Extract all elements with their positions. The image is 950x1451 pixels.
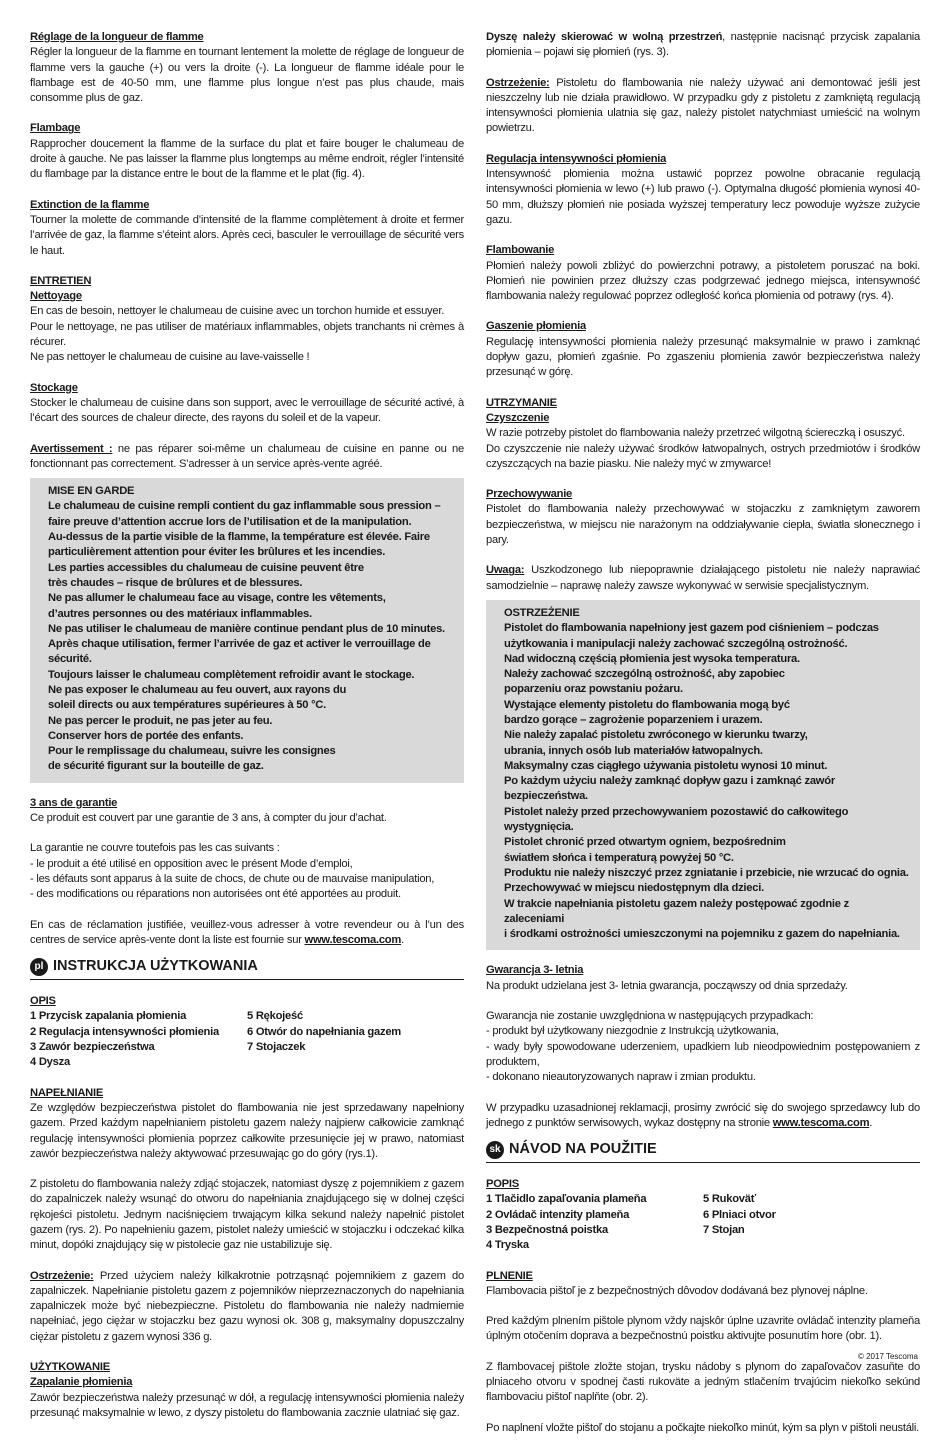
- section-text: Regulację intensywności płomienia należy przesunąć maksymalnie w prawo i zamknąć dopływ gazu, płomień zgaśnie. Po zgaszeniu płomienia zawór bezpieczeństwa należy przesunąć w górę.: [486, 335, 920, 379]
- exclusions-intro: Gwarancja nie zostanie uwzględniona w następujących przypadkach:: [486, 1010, 814, 1023]
- section-heading: Réglage de la longueur de flamme: [30, 31, 204, 43]
- section-heading: UŻYTKOWANIE: [30, 1361, 110, 1374]
- warning-line: Ne pas allumer le chalumeau face au visage, contre les vêtements,: [48, 592, 386, 605]
- pl-flambowanie-section: [486, 243, 920, 304]
- warning-text: Uszkodzonego lub niepoprawnie działającego pistoletu nie należy naprawiać samodzielnie – naprawę należy zawsze wykonywać w serwisie specjalistycznym.: [486, 564, 920, 592]
- section-heading: ENTRETIEN: [30, 274, 92, 287]
- section-text: Pred každým plnením pištole plynom vždy najskôr úplne uzavrite ovládač intenzity plameňa úplným otočením doprava a bezpečnostnú poistku aktivujte posunutím hore (obr. 1).: [486, 1315, 920, 1343]
- section-text: Zawór bezpieczeństwa należy przesunąć w dół, a regulację intensywności płomienia należy przesunąć maksymalnie w lewo, z dyszy pistoletu do flambowania zacznie ulatniać się gaz.: [30, 1391, 464, 1419]
- sk-language-header: [486, 1141, 920, 1163]
- exclusion-item: - les défauts sont apparus à la suite de chocs, de chute ou de mauvaise manipulation,: [30, 872, 435, 885]
- warning-line: Le chalumeau de cuisine rempli contient du gaz inflammable sous pression –: [48, 500, 441, 513]
- section-heading: Regulacja intensywności płomienia: [486, 152, 667, 165]
- fr-claim-text: [30, 918, 464, 949]
- part-item: 1 Przycisk zapalania płomienia: [30, 1010, 187, 1023]
- section-text: Ce produit est couvert par une garantie de 3 ans, à compter du jour d’achat.: [30, 812, 387, 825]
- pl-language-header: [30, 958, 464, 980]
- section-heading: Gaszenie płomienia: [486, 320, 586, 333]
- language-title: NÁVOD NA POUŽITIE: [509, 1141, 657, 1158]
- sk-plnenie-section: [486, 1269, 920, 1300]
- warning-line: i środkami ostrożności umieszczonymi na pojemniku z gazem do napełniania.: [504, 928, 900, 941]
- section-heading: Gwarancja 3- letnia: [486, 964, 584, 977]
- warning-line: Po każdym użyciu należy zamknąć dopływ gazu i zamknąć zawór bezpieczeństwa.: [504, 775, 835, 803]
- section-heading: Flambowanie: [486, 244, 555, 257]
- fr-entretien-section: [30, 274, 464, 366]
- warning-line: użytkowania i manipulacji należy zachować szczególną ostrożność.: [504, 637, 848, 650]
- warning-line: Pistolet chronić przed otwartym ogniem, bezpośrednim: [504, 836, 786, 849]
- section-text: Ze względów bezpieczeństwa pistolet do flambowania nie jest sprzedawany napełniony gazem. Przed każdym napełnianiem pistoletu gazem należy najpierw całkowicie zamknąć regulację intensywności płomienia poprzez całkowite przesunięcie jej w prawo, natomiast zawór bezpieczeństwa należy aktywować przesuwając go do góry (rys.1).: [30, 1101, 464, 1160]
- warning-line: światłem słońca i temperaturą powyżej 50 °C.: [504, 851, 734, 864]
- part-item: 7 Stojaczek: [247, 1041, 306, 1054]
- section-heading: PLNENIE: [486, 1269, 533, 1282]
- left-column: [30, 30, 464, 1436]
- section-line: En cas de besoin, nettoyer le chalumeau de cuisine avec un torchon humide et essuyer.: [30, 305, 445, 318]
- warning-line: Maksymalny czas ciągłego używania pistoletu wynosi 10 minut.: [504, 759, 828, 772]
- exclusion-item: - le produit a été utilisé en opposition avec le présent Mode d’emploi,: [30, 857, 353, 870]
- tescoma-link[interactable]: www.tescoma.com: [304, 933, 402, 946]
- pl-gwarancja-exclusions: [486, 1009, 920, 1085]
- warning-line: W trakcie napełniania pistoletu gazem należy postępować zgodnie z zaleceniami: [504, 897, 849, 925]
- warning-label: Uwaga:: [486, 564, 525, 577]
- warning-line: Toujours laisser le chalumeau complètement refroidir avant le stockage.: [48, 668, 415, 681]
- warning-label: Avertissement :: [30, 442, 113, 455]
- section-text: Flambovacia pištoľ je z bezpečnostných dôvodov dodávaná bez plynovej náplne.: [486, 1284, 868, 1297]
- pl-gaszenie-section: [486, 319, 920, 380]
- sk-plnenie-p4: [486, 1421, 920, 1436]
- warning-line: Nie należy zapalać pistoletu zwróconego w kierunku twarzy,: [504, 729, 808, 742]
- pl-napelnianie-section: [30, 1086, 464, 1162]
- warning-line: Conserver hors de portée des enfants.: [48, 729, 244, 742]
- warning-line: particulièrement attention pour éviter les brûlures et les incendies.: [48, 546, 386, 559]
- section-subheading: Nettoyage: [30, 290, 82, 303]
- parts-list: [30, 1009, 464, 1070]
- sk-plnenie-p3: [486, 1360, 920, 1406]
- warning-text: Pistoletu do flambowania nie należy używać ani demontować jeśli jest nieszczelny lub nie działa prawidłowo. W przypadku gdy z pistoletu z zamkniętą regulacją intensywności płomienia ulatnia się gaz, należy pistolet natychmiast umieścić na wolnym powietrzu.: [486, 76, 920, 135]
- part-item: 1 Tlačidlo zapaľovania plameňa: [486, 1193, 647, 1206]
- fr-flambage-section: [30, 121, 464, 182]
- claim-text: W przypadku uzasadnionej reklamacji, prosimy zwrócić się do swojego sprzedawcy lub do jednego z punktów serwisowych, wykaz dostępny na stronie: [486, 1101, 920, 1129]
- section-heading: 3 ans de garantie: [30, 796, 118, 809]
- section-heading: Flambage: [30, 122, 81, 135]
- pl-gwarancja-section: [486, 963, 920, 994]
- warning-line: Przechowywać w miejscu niedostępnym dla dzieci.: [504, 882, 764, 895]
- pl-napelnianie-p2: [30, 1177, 464, 1253]
- section-line: Pour le nettoyage, ne pas utiliser de matériaux inflammables, objets tranchants ni crèmes à récurer.: [30, 320, 464, 349]
- sk-popis-section: [486, 1177, 920, 1253]
- warning-line: soleil directs ou aux températures supérieures à 50 °C.: [48, 699, 326, 712]
- warning-line: Nad widoczną częścią płomienia jest wysoka temperatura.: [504, 652, 800, 665]
- section-heading: NAPEŁNIANIE: [30, 1086, 104, 1099]
- warning-line: Après chaque utilisation, fermer l’arrivée de gaz et activer le verrouillage de sécurité.: [48, 638, 431, 666]
- warning-line: de sécurité figurant sur la bouteille de gaz.: [48, 760, 264, 773]
- warning-line: d’autres personnes ou des matériaux inflammables.: [48, 607, 312, 620]
- section-line: Do czyszczenie nie należy używać środków łatwopalnych, ostrych przedmiotów i środków czyszczących na bazie piasku. Nie należy myć w zmywarce!: [486, 442, 920, 470]
- claim-end: .: [401, 933, 404, 946]
- warning-text: ne pas réparer soi-même un chalumeau de cuisine en panne ou ne fonctionnant pas correctement. S’adresser à un service après-vente agréé.: [30, 442, 464, 470]
- exclusion-item: - produkt był użytkowany niezgodnie z Instrukcją użytkowania,: [486, 1025, 779, 1038]
- warning-label: Ostrzeżenie:: [486, 76, 550, 89]
- exclusion-item: - des modifications ou réparations non autorisées ont été apportées au produit.: [30, 888, 401, 901]
- language-badge-icon: sk: [486, 1141, 504, 1159]
- section-subheading: Czyszczenie: [486, 411, 550, 424]
- warning-line: Produktu nie należy niszczyć przez zgniatanie i przebicie, nie wrzucać do ognia.: [504, 866, 909, 879]
- warning-line: Au-dessus de la partie visible de la flamme, la température est élevée. Faire: [48, 531, 430, 544]
- pl-regulacja-section: [486, 152, 920, 228]
- warning-label: Ostrzeżenie:: [30, 1269, 94, 1282]
- section-subheading: Zapalanie płomienia: [30, 1376, 133, 1389]
- pl-claim-text: [486, 1101, 920, 1132]
- language-badge-icon: pl: [30, 958, 48, 976]
- pl-ostrzezenie-box: [486, 600, 920, 951]
- part-item: 7 Stojan: [703, 1224, 745, 1236]
- section-line: Ne pas nettoyer le chalumeau de cuisine au lave-vaisselle !: [30, 351, 310, 364]
- copyright-notice: © 2017 Tescoma: [857, 1352, 918, 1361]
- parts-column: [703, 1192, 920, 1253]
- parts-column: [486, 1192, 703, 1253]
- part-item: 5 Rękojeść: [247, 1010, 303, 1023]
- section-heading: Extinction de la flamme: [30, 198, 150, 211]
- warning-box-title: OSTRZEŻENIE: [504, 606, 580, 619]
- fr-stockage-section: [30, 381, 464, 427]
- claim-end: .: [869, 1116, 873, 1129]
- part-item: 6 Otwór do napełniania gazem: [247, 1025, 402, 1038]
- section-text: Z flambovacej pištole zložte stojan, trysku nádoby s plynom do zapaľovačov zasuňte do plniaceho otvoru v spodnej časti rukoväte a jedným stlačením trvajúcim niekoľko sekúnd flambovaciu pištoľ naplňte (obr. 2).: [486, 1360, 920, 1404]
- section-text: Na produkt udzielana jest 3- letnia gwarancja, począwszy od dnia sprzedaży.: [486, 979, 848, 992]
- warning-line: Ne pas utiliser le chalumeau de manière continue pendant plus de 10 minutes.: [48, 622, 445, 635]
- pl-utrzymanie-section: [486, 396, 920, 472]
- section-heading: UTRZYMANIE: [486, 396, 557, 409]
- fr-garantie-exclusions: [30, 841, 464, 902]
- parts-list: [486, 1192, 920, 1253]
- warning-line: bardzo gorące – zagrożenie poparzeniem i urazem.: [504, 713, 763, 726]
- section-text: Rapprocher doucement la flamme de la surface du plat et faire bouger le chalumeau de droite à gauche. Ne pas laisser la flamme plus longtemps au même endroit, régler l’intensité du flambage par la distance entre le bout de la flamme et le plat (fig. 4).: [30, 137, 464, 181]
- right-column: [486, 30, 920, 1451]
- section-text: Stocker le chalumeau de cuisine dans son support, avec le verrouillage de sécurité activé, à l’écart des sources de chaleur directe, des rayons du soleil et de la vapeur.: [30, 396, 464, 425]
- warning-box-title: MISE EN GARDE: [48, 485, 135, 498]
- warning-line: Pour le remplissage du chalumeau, suivre les consignes: [48, 745, 336, 758]
- fr-flame-length-section: [30, 30, 464, 106]
- pl-uwaga-paragraph: [486, 563, 920, 594]
- section-heading: OPIS: [30, 995, 56, 1008]
- part-item: 2 Ovládač intenzity plameňa: [486, 1208, 630, 1221]
- warning-line: Pistolet do flambowania napełniony jest gazem pod ciśnieniem – podczas: [504, 622, 879, 635]
- section-text: , następnie nacisnąć przycisk zapalania płomienia – pojawi się płomień (rys. 3).: [486, 31, 921, 59]
- part-item: 6 Plniaci otvor: [703, 1208, 776, 1221]
- warning-line: Ne pas percer le produit, ne pas jeter au feu.: [48, 714, 273, 727]
- exclusions-intro: La garantie ne couvre toutefois pas les cas suivants :: [30, 842, 280, 855]
- pl-dysze-paragraph: [486, 30, 920, 61]
- claim-text: En cas de réclamation justifiée, veuillez-vous adresser à votre revendeur ou à l’un des centres de service après-vente dont la liste est fournie sur: [30, 918, 464, 946]
- parts-column: [30, 1009, 247, 1070]
- parts-column: [247, 1009, 464, 1070]
- fr-garantie-section: [30, 796, 464, 827]
- warning-text: Przed użyciem należy kilkakrotnie potrząsnąć pojemnikiem z gazem do zapalniczek. Napełnianie pistoletu gazem z pojemników nieprzeznaczonych do napełniania zapalniczek może być niebezpieczne. Pistoletu do flambowania nie należy nadmiernie napełniać, jego ciężar w stojaczku bez gazu wynosi ok. 308 g, maksymalny dopuszczalny ciężar pistoletu z gazem wynosi 336 g.: [30, 1269, 464, 1343]
- language-title: INSTRUKCJA UŻYTKOWANIA: [53, 958, 258, 975]
- part-item: 5 Rukoväť: [703, 1193, 756, 1206]
- part-item: 2 Regulacja intensywności płomienia: [30, 1025, 219, 1038]
- section-text: Régler la longueur de la flamme en tournant lentement la molette de réglage de longueur de flamme vers la gauche (+) ou vers la droite (-). La longueur de flamme idéale pour le flambage est de 40-50 mm, une flamme plus longue n’est pas plus chaude, mais consomme plus de gaz.: [30, 46, 464, 105]
- part-item: 3 Bezpečnostná poistka: [486, 1224, 608, 1236]
- warning-line: Wystające elementy pistoletu do flambowania mogą być: [504, 698, 790, 711]
- part-item: 4 Dysza: [30, 1056, 70, 1069]
- fr-extinction-section: [30, 198, 464, 259]
- section-text: Tourner la molette de commande d’intensité de la flamme complètement à droite et fermer l’arrivée de gaz, la flamme s’éteint alors. Après ceci, basculer le verrouillage de sécurité vers le haut.: [30, 213, 464, 257]
- warning-line: faire preuve d’attention accrue lors de l’utilisation et de la manipulation.: [48, 515, 412, 528]
- part-item: 4 Tryska: [486, 1239, 529, 1252]
- pl-uzytkowanie-section: [30, 1360, 464, 1421]
- pl-ostrzezenie-paragraph: [486, 76, 920, 137]
- exclusion-item: - wady były spowodowane uderzeniem, upadkiem lub nieodpowiednim postępowaniem z produktem,: [486, 1040, 920, 1068]
- warning-line: très chaudes – risque de brûlures et de blessures.: [48, 576, 303, 589]
- exclusion-item: - dokonano nieautoryzowanych napraw i zmian produktu.: [486, 1071, 756, 1084]
- warning-line: Należy zachować szczególną ostrożność, aby zapobiec: [504, 668, 785, 681]
- fr-mise-en-garde-box: [30, 478, 464, 783]
- section-heading: Stockage: [30, 381, 78, 394]
- section-text: Intensywność płomienia można ustawić poprzez powolne obracanie regulacją intensywności płomienia w lewo (+) lub prawo (-). Optymalna długość płomienia wynosi 40-50 mm, dłuższy płomień nie posiada wyższej temperatury lecz powoduje wyższe zużycie gazu.: [486, 168, 920, 226]
- section-text: Pistolet do flambowania należy przechowywać w stojaczku z zamkniętym zaworem bezpieczeństwa, w miejscu nie narażonym na oddziaływanie ciepła, światła słonecznego i pary.: [486, 503, 920, 547]
- warning-line: Les parties accessibles du chalumeau de cuisine peuvent être: [48, 561, 364, 574]
- warning-line: ubrania, innych osób lub materiałów łatwopalnych.: [504, 744, 763, 757]
- section-text: Płomień należy powoli zbliżyć do powierzchni potrawy, a pistoletem poruszać na boki. Płomień nie powinien przez dłuższy czas podgrzewać jednego miejsca, intensywność flambowania należy regulować poprzez odległość końca płomienia od potrawy (rys. 4).: [486, 259, 920, 303]
- sk-plnenie-p2: [486, 1314, 920, 1345]
- section-heading: Przechowywanie: [486, 488, 573, 501]
- warning-line: Pistolet należy przed przechowywaniem pozostawić do całkowitego wystygnięcia.: [504, 805, 849, 834]
- pl-napelnianie-warning: [30, 1269, 464, 1345]
- part-item: 3 Zawór bezpieczeństwa: [30, 1041, 155, 1054]
- warning-line: poparzeniu oraz powstaniu pożaru.: [504, 683, 683, 696]
- section-heading: POPIS: [486, 1178, 519, 1191]
- pl-opis-section: [30, 994, 464, 1070]
- section-text: Z pistoletu do flambowania należy zdjąć stojaczek, natomiast dyszę z pojemnikiem z gazem do zapalniczek należy wsunąć do otworu do napełniania znajdującego się w dolnej części rękojeści pistoletu. Jednym naciśnięciem trwającym kilka sekund należy napełnić pistolet gazem (rys. 2). Po napełnieniu gazem, pistolet należy umieścić w stojaczku i odczekać kilka minut, dopóki znajdujący się w pistolecie gaz nie ustabilizuje się.: [30, 1178, 464, 1252]
- pl-przechowywanie-section: [486, 487, 920, 548]
- bold-lead: Dyszę należy skierować w wolną przestrzeń: [486, 31, 723, 43]
- tescoma-link[interactable]: www.tescoma.com: [772, 1116, 870, 1129]
- warning-line: Ne pas exposer le chalumeau au feu ouvert, aux rayons du: [48, 683, 347, 696]
- fr-avertissement: [30, 442, 464, 473]
- section-line: W razie potrzeby pistolet do flambowania należy przetrzeć wilgotną ściereczką i osuszyć.: [486, 427, 905, 440]
- section-text: Po naplnení vložte pištoľ do stojanu a počkajte niekoľko minút, kým sa plyn v pištoli neustáli.: [486, 1421, 920, 1434]
